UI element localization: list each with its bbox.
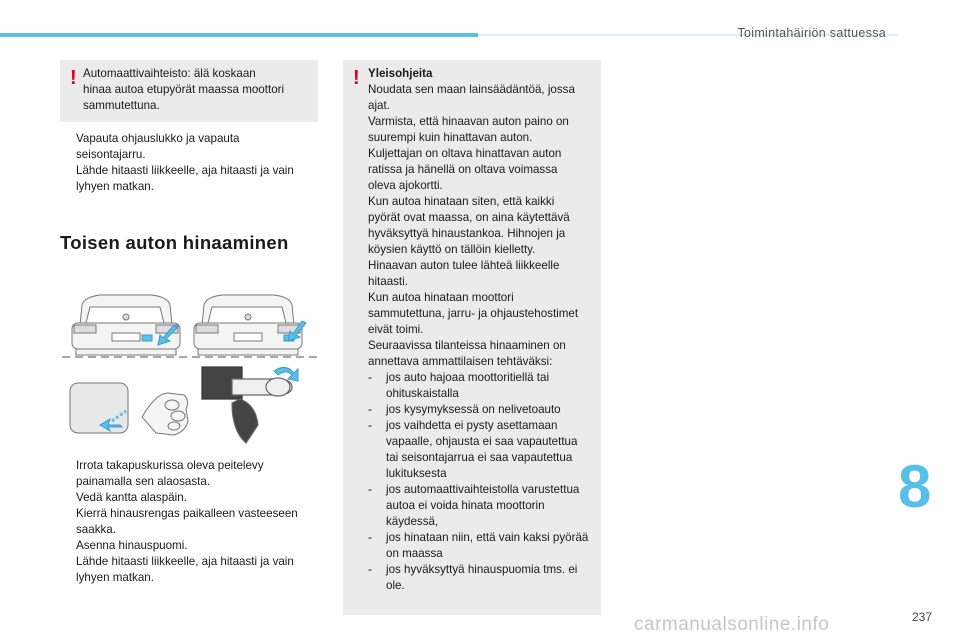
step-item [60,538,322,554]
text-line: oleva ajokortti. [368,179,443,192]
text-line: Automaattivaihteisto: älä koskaan [83,67,256,80]
text-line: jos automaattivaihteistolla varustettua [386,483,580,496]
warning-text [83,66,312,114]
text-line: vapaalle, ohjausta ei saa vapautettua [386,435,578,448]
step-item [60,554,322,586]
text-line: hitaasti. [368,275,408,288]
text-line: pyörät ovat maassa, on aina käytettävä [368,211,570,224]
text-line: hinaa autoa etupyörät maassa moottori [83,83,285,96]
text-line: jos vaihdetta ei pysty asettamaan [386,419,558,432]
text-line: käydessä, [386,515,439,528]
text-line: jos auto hajoaa moottoritiellä tai [386,371,550,384]
list-item-text [386,530,595,562]
step-item [60,506,322,538]
towing-eye-detail [202,367,292,443]
dash-mark: - [368,419,372,432]
steps-list-bottom [60,458,322,586]
text-line: seisontajarru. [76,148,146,161]
text-line: saakka. [76,523,116,536]
text-line: lyhyen matkan. [76,571,154,584]
text-line: annettava ammattilaisen tehtäväksi: [368,355,553,368]
list-item [368,562,595,594]
text-line: Varmista, että hinaavan auton paino on [368,115,569,128]
dash-mark: - [368,403,372,416]
list-item-text [386,562,595,594]
watermark-text: carmanualsonline.info [634,614,830,635]
bullet-mark-icon [60,490,76,506]
text-line: köysien käyttö on tällöin kielletty. [368,243,536,256]
bullet-mark-icon [60,163,76,195]
header-accent-bar [0,33,478,37]
text-line: jos kysymyksessä on nelivetoauto [386,403,561,416]
text-line: autoa ei voida hinata moottorin [386,499,545,512]
general-instructions-text [368,66,595,594]
dash-mark: - [368,563,372,576]
text-line: Noudata sen maan lainsäädäntöä, jossa [368,83,575,96]
dash-mark: - [368,371,372,384]
text-line: on maassa [386,547,443,560]
text-line: jos hyväksyttyä hinauspuomia tms. ei [386,563,578,576]
text-line: Seuraavissa tilanteissa hinaaminen on [368,339,566,352]
text-line: jos hinataan niin, että vain kaksi pyörää [386,531,589,544]
text-line: sammutettuna. [83,99,160,112]
text-line: painamalla sen alaosasta. [76,475,211,488]
list-item [368,530,595,562]
list-item [368,482,595,530]
bullet-mark-icon [60,506,76,538]
text-line: Asenna hinauspuomi. [76,539,188,552]
step-text [76,506,322,538]
text-line: sammutettuna, jarru- ja ohjaustehostimet [368,307,579,320]
text-line: tai seisontajarrua ei saa vapautettua [386,451,573,464]
text-line: Vedä kantta alaspäin. [76,491,187,504]
step-text [76,163,322,195]
car-rear-left-drawing [72,295,180,355]
text-line: ohituskaistalla [386,387,459,400]
section-heading: Toisen auton hinaaminen [60,232,289,253]
list-item [368,402,595,418]
towing-eye-illustration [60,275,320,450]
dash-mark: - [368,483,372,496]
step-text [76,131,322,163]
list-item-text [386,402,595,418]
text-line: suurempi kuin hinattavan auton. [368,131,533,144]
step-item [60,131,322,163]
warning-box-automatic-gearbox [60,60,318,122]
step-item [60,163,322,195]
text-line: Lähde hitaasti liikkeelle, aja hitaasti ja vain [76,164,294,177]
text-line: Vapauta ohjauslukko ja vapauta [76,132,240,145]
text-line: Kuljettajan on oltava hinattavan auton [368,147,562,160]
step-text [76,538,322,554]
step-text [76,458,322,490]
step-item [60,458,322,490]
bullet-mark-icon [60,131,76,163]
text-line: ajat. [368,99,390,112]
text-line: lyhyen matkan. [76,180,154,193]
list-item-text [386,370,595,402]
text-line: Kun autoa hinataan siten, että kaikki [368,195,555,208]
list-item [368,370,595,402]
list-item-text [386,418,595,482]
text-line: Lähde hitaasti liikkeelle, aja hitaasti ja vain [76,555,294,568]
text-line: ratissa ja hänellä on oltava voimassa [368,163,558,176]
text-line: eivät toimi. [368,323,424,336]
steps-list-top [60,131,322,195]
section-title: Toimintahäiriön sattuessa [737,26,886,40]
car-rear-right-drawing [194,295,302,355]
text-line: hyväksyttyä hinaustankoa. Hihnojen ja [368,227,566,240]
text-line: ole. [386,579,405,592]
bullet-mark-icon [60,554,76,586]
page-number: 237 [912,610,933,624]
general-instructions-box [343,60,601,615]
text-line: Kun autoa hinataan moottori [368,291,514,304]
bullet-mark-icon [60,538,76,554]
list-item [368,418,595,482]
general-title: Yleisohjeita [368,67,433,80]
step-text [76,490,322,506]
dash-mark: - [368,531,372,544]
bullet-mark-icon [60,458,76,490]
step-item [60,490,322,506]
text-line: lukituksesta [386,467,447,480]
step-text [76,554,322,586]
text-line: Kierrä hinausrengas paikalleen vasteeseen [76,507,298,520]
warning-exclamation-icon: ! [70,67,77,89]
hand-drawing [142,393,188,435]
list-item-text [386,482,595,530]
chapter-number: 8 [898,453,932,520]
text-line: Hinaavan auton tulee lähteä liikkeelle [368,259,560,272]
text-line: Irrota takapuskurissa oleva peitelevy [76,459,264,472]
warning-exclamation-icon: ! [353,67,360,89]
